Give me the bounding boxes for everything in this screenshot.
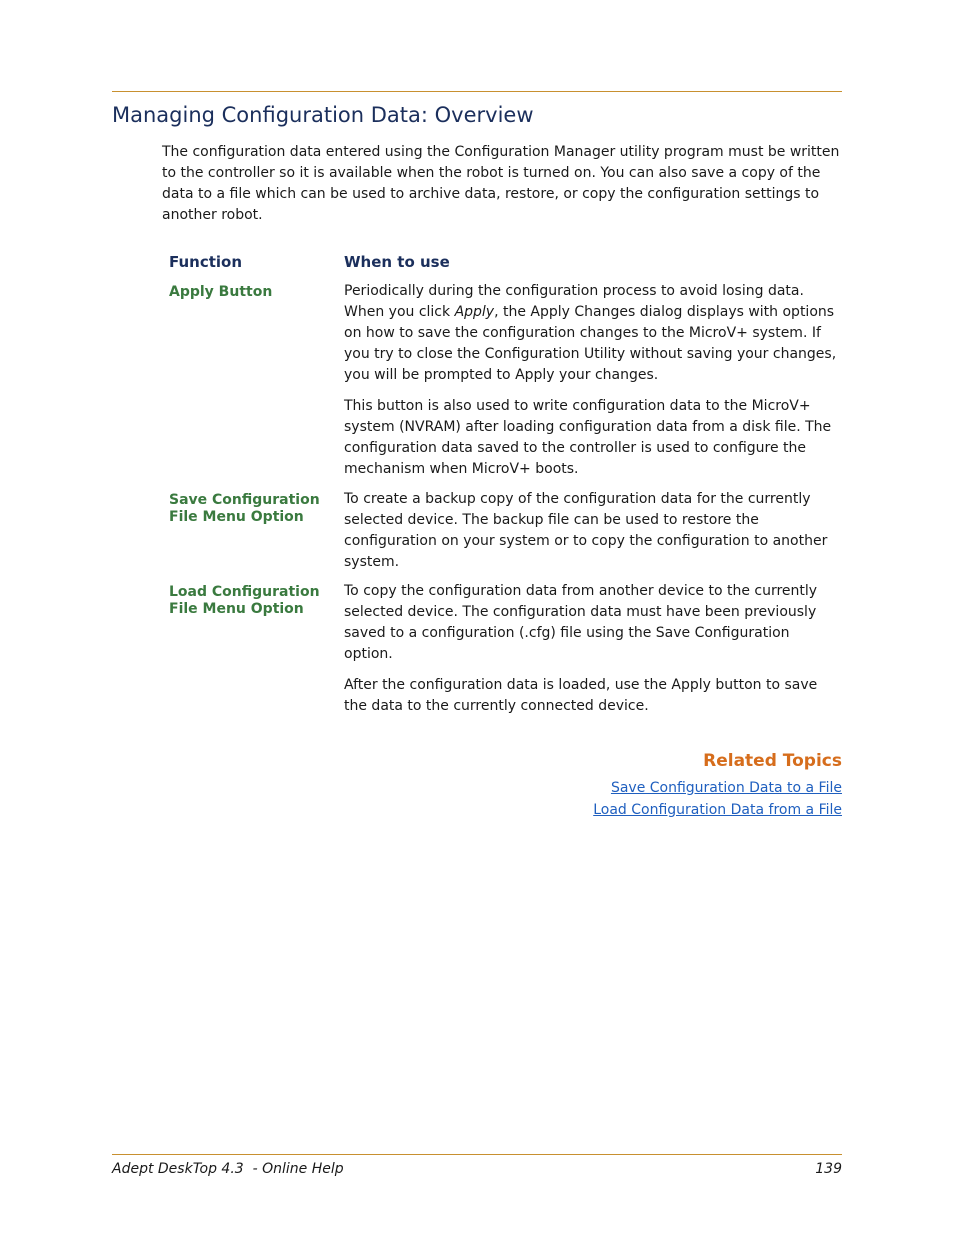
description-apply-button-2: This button is also used to write configuration data to the MicroV+ system (NVRAM) after loading configuration data from a disk file. The configuration data saved to the controller is used to configure the mechanism when MicroV+ boots. (344, 398, 832, 477)
function-label-apply-button: Apply Button (169, 284, 273, 300)
column-header-function: Function (169, 253, 243, 271)
related-topics-heading: Related Topics (703, 751, 842, 771)
apply-emphasis: Apply (454, 304, 495, 320)
function-label-load-configuration: Load Configuration File Menu Option (169, 584, 320, 617)
link-load-configuration-data[interactable]: Load Configuration Data from a File (593, 802, 842, 818)
footer-rule (112, 1154, 842, 1155)
description-load-configuration-2: After the configuration data is loaded, use the Apply button to save the data to the currently connected device. (344, 677, 818, 714)
link-save-configuration-data[interactable]: Save Configuration Data to a File (610, 780, 842, 796)
description-save-configuration: To create a backup copy of the configuration data for the currently selected device. The backup file can be used to restore the configuration on your system or to copy the configuration to another system. (344, 491, 828, 570)
footer-title: Adept DeskTop 4.3 - Online Help (112, 1161, 344, 1177)
column-header-when-to-use: When to use (344, 253, 450, 271)
page-title: Managing Configuration Data: Overview (112, 103, 534, 127)
intro-paragraph: The configuration data entered using the Configuration Manager utility program must be written to the controller so it is available when the robot is turned on. You can also save a copy of the data to a file which can be used to archive data, restore, or copy the configuration settings to another robot. (162, 144, 840, 223)
description-load-configuration-1: To copy the configuration data from another device to the currently selected device. The configuration data must have been previously saved to a configuration (.cfg) file using the Save Configuration option. (344, 583, 818, 662)
page-number: 139 (815, 1161, 842, 1177)
function-label-save-configuration: Save Configuration File Menu Option (169, 492, 320, 525)
description-apply-button-1: Periodically during the configuration process to avoid losing data. When you click Apply, the Apply Changes dialog displays with options on how to save the configuration changes to the MicroV+ system. If you try to close the Configuration Utility without saving your changes, you will be prompted to Apply your changes. (344, 283, 837, 383)
header-rule (112, 91, 842, 92)
